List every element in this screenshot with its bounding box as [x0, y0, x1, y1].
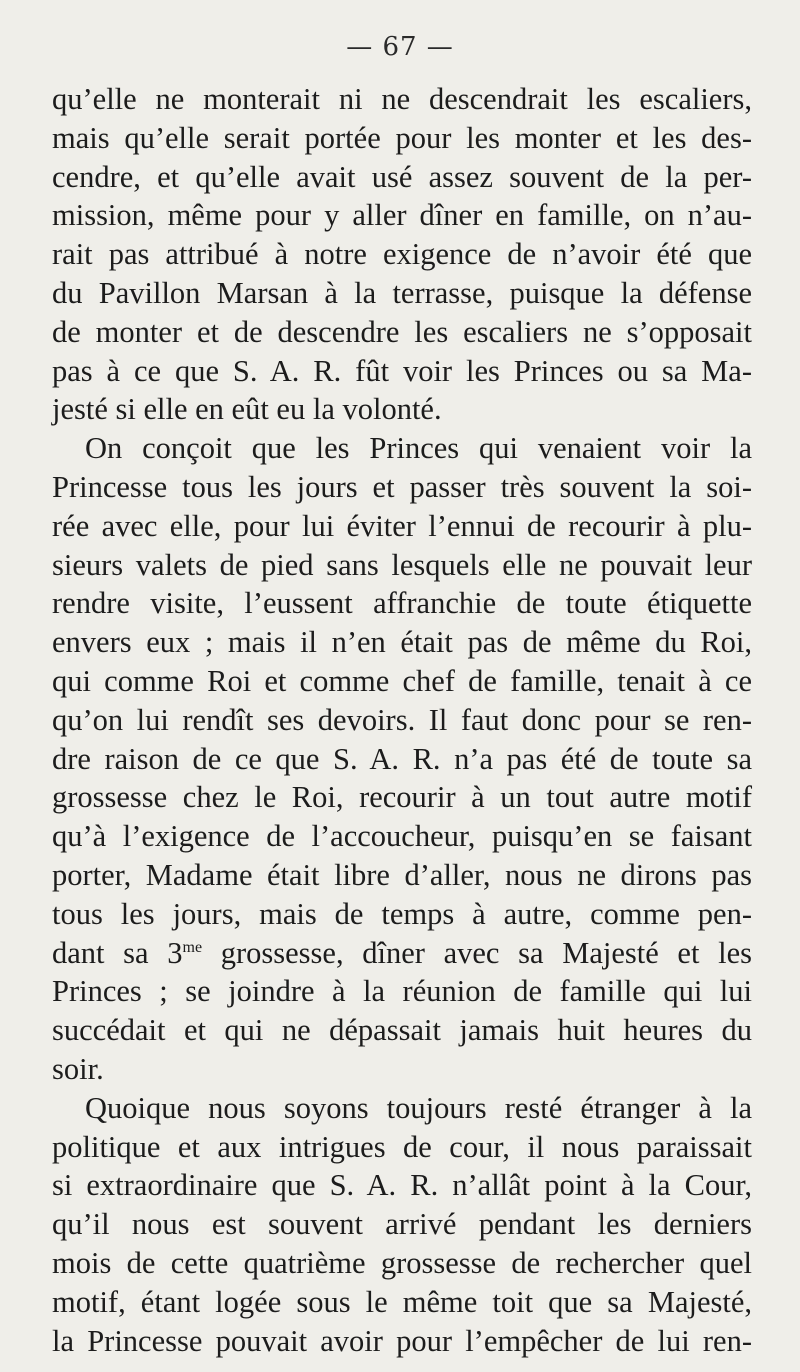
text-line: rée avec elle, pour lui éviter l’ennui de recourir à plu-: [52, 508, 752, 543]
text-line: la Princesse pouvait avoir pour l’empêcher de lui ren-: [52, 1323, 752, 1358]
text-fragment: grossesse, dîner avec sa Majesté et les: [202, 935, 752, 970]
text-line: qui comme Roi et comme chef de famille, tenait à ce: [52, 663, 752, 698]
text-fragment: dant sa 3: [52, 935, 183, 970]
text-line: politique et aux intrigues de cour, il nous paraissait: [52, 1129, 752, 1164]
text-line: succédait et qui ne dépassait jamais huit heures du: [52, 1013, 752, 1048]
text-line: dre raison de ce que S. A. R. n’a pas été de toute sa: [52, 741, 752, 776]
text-line: sieurs valets de pied sans lesquels elle ne pouvait leur: [52, 547, 752, 582]
text-line: Princesse tous les jours et passer très souvent la soi-: [52, 469, 752, 504]
text-line: motif, étant logée sous le même toit que sa Majesté,: [52, 1284, 752, 1319]
text-line: pas à ce que S. A. R. fût voir les Princes ou sa Ma-: [52, 353, 752, 388]
page-number: — 67 —: [346, 32, 454, 62]
text-line: si extraordinaire que S. A. R. n’allât point à la Cour,: [52, 1168, 752, 1203]
text-line: qu’elle ne monterait ni ne descendrait les escaliers,: [52, 82, 752, 116]
text-line: envers eux ; mais il n’en était pas de même du Roi,: [52, 625, 752, 660]
text-line: porter, Madame était libre d’aller, nous ne dirons pas: [52, 857, 752, 892]
text-line: Princes ; se joindre à la réunion de famille qui lui: [52, 974, 752, 1009]
text-line: de monter et de descendre les escaliers ne s’opposait: [52, 314, 752, 349]
text-line: qu’on lui rendît ses devoirs. Il faut donc pour se ren-: [52, 702, 752, 737]
text-line: rait pas attribué à notre exigence de n’avoir été que: [52, 237, 752, 272]
ordinal-superscript: me: [182, 938, 203, 956]
text-line: mais qu’elle serait portée pour les monter et les des-: [52, 120, 752, 155]
body-text: [52, 80, 752, 1360]
text-line: Quoique nous soyons toujours resté étranger à la: [85, 1090, 752, 1125]
text-line: mission, même pour y aller dîner en famille, on n’au-: [52, 198, 752, 233]
text-line: jesté si elle en eût eu la volonté.: [52, 392, 442, 427]
text-line: qu’à l’exigence de l’accoucheur, puisqu’en se faisant: [52, 819, 752, 854]
text-line: cendre, et qu’elle avait usé assez souvent de la per-: [52, 159, 752, 194]
text-line: grossesse chez le Roi, recourir à un tout autre motif: [52, 780, 752, 815]
text-line: mois de cette quatrième grossesse de rechercher quel: [52, 1245, 752, 1280]
text-line: tous les jours, mais de temps à autre, comme pen-: [52, 896, 752, 931]
text-line: qu’il nous est souvent arrivé pendant les derniers: [52, 1207, 752, 1242]
text-line: du Pavillon Marsan à la terrasse, puisque la défense: [52, 275, 752, 310]
text-line: rendre visite, l’eussent affranchie de toute étiquette: [52, 586, 752, 621]
text-line: On conçoit que les Princes qui venaient voir la: [85, 431, 752, 466]
text-line: soir.: [52, 1051, 104, 1086]
text-line-with-ordinal: [52, 934, 752, 973]
